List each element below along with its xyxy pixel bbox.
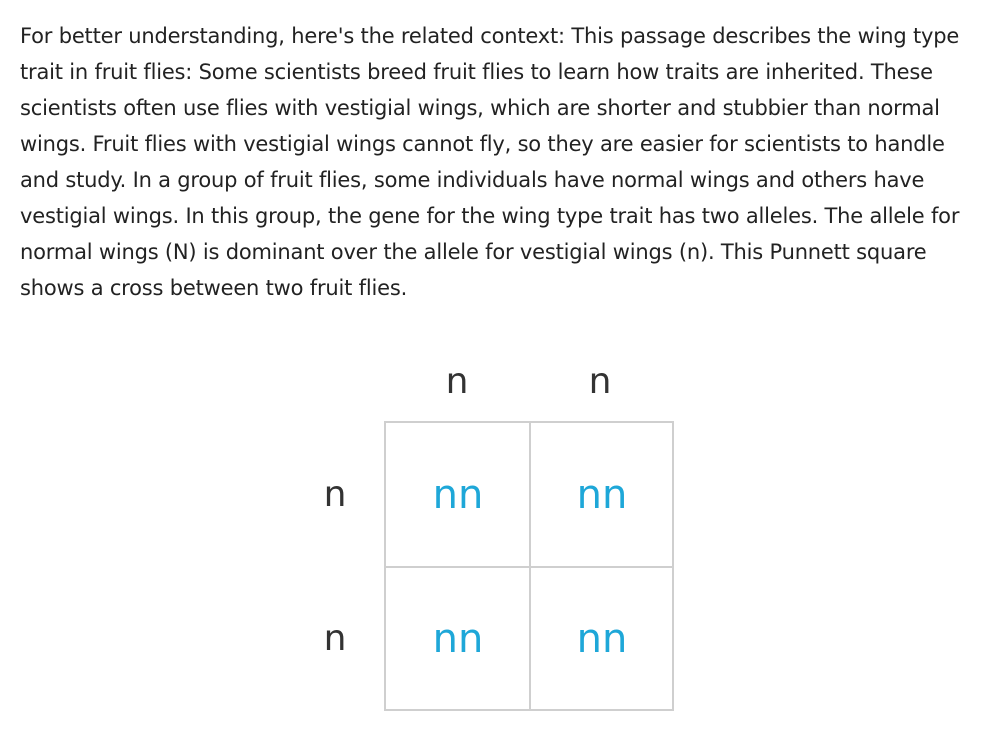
row-header-2: n — [323, 618, 347, 659]
cell-row1-col2: nn — [576, 472, 628, 518]
cell-row2-col2: nn — [576, 616, 628, 662]
column-header-1: n — [445, 361, 469, 402]
column-header-2: n — [588, 361, 612, 402]
context-paragraph: For better understanding, here's the related context: This passage describes the wing type trait in fruit flies: Some scientists breed fruit flies to learn how traits are inherited. These scientists often use flies with vestigial wings, which are shorter and stubbier than normal wings. Fruit flies with vestigial wings cannot fly, so they are easier for scientists to handle and study. In a group of fruit flies, some individuals have normal wings and others have vestigial wings. In this group, the gene for the wing type trait has two alleles. The allele for normal wings (N) is dominant over the allele for vestigial wings (n). This Punnett square shows a cross between two fruit flies. — [20, 24, 960, 300]
cell-row2-col1: nn — [432, 616, 484, 662]
cell-row1-col1: nn — [432, 472, 484, 518]
punnett-grid — [384, 421, 674, 711]
row-header-1: n — [323, 474, 347, 515]
